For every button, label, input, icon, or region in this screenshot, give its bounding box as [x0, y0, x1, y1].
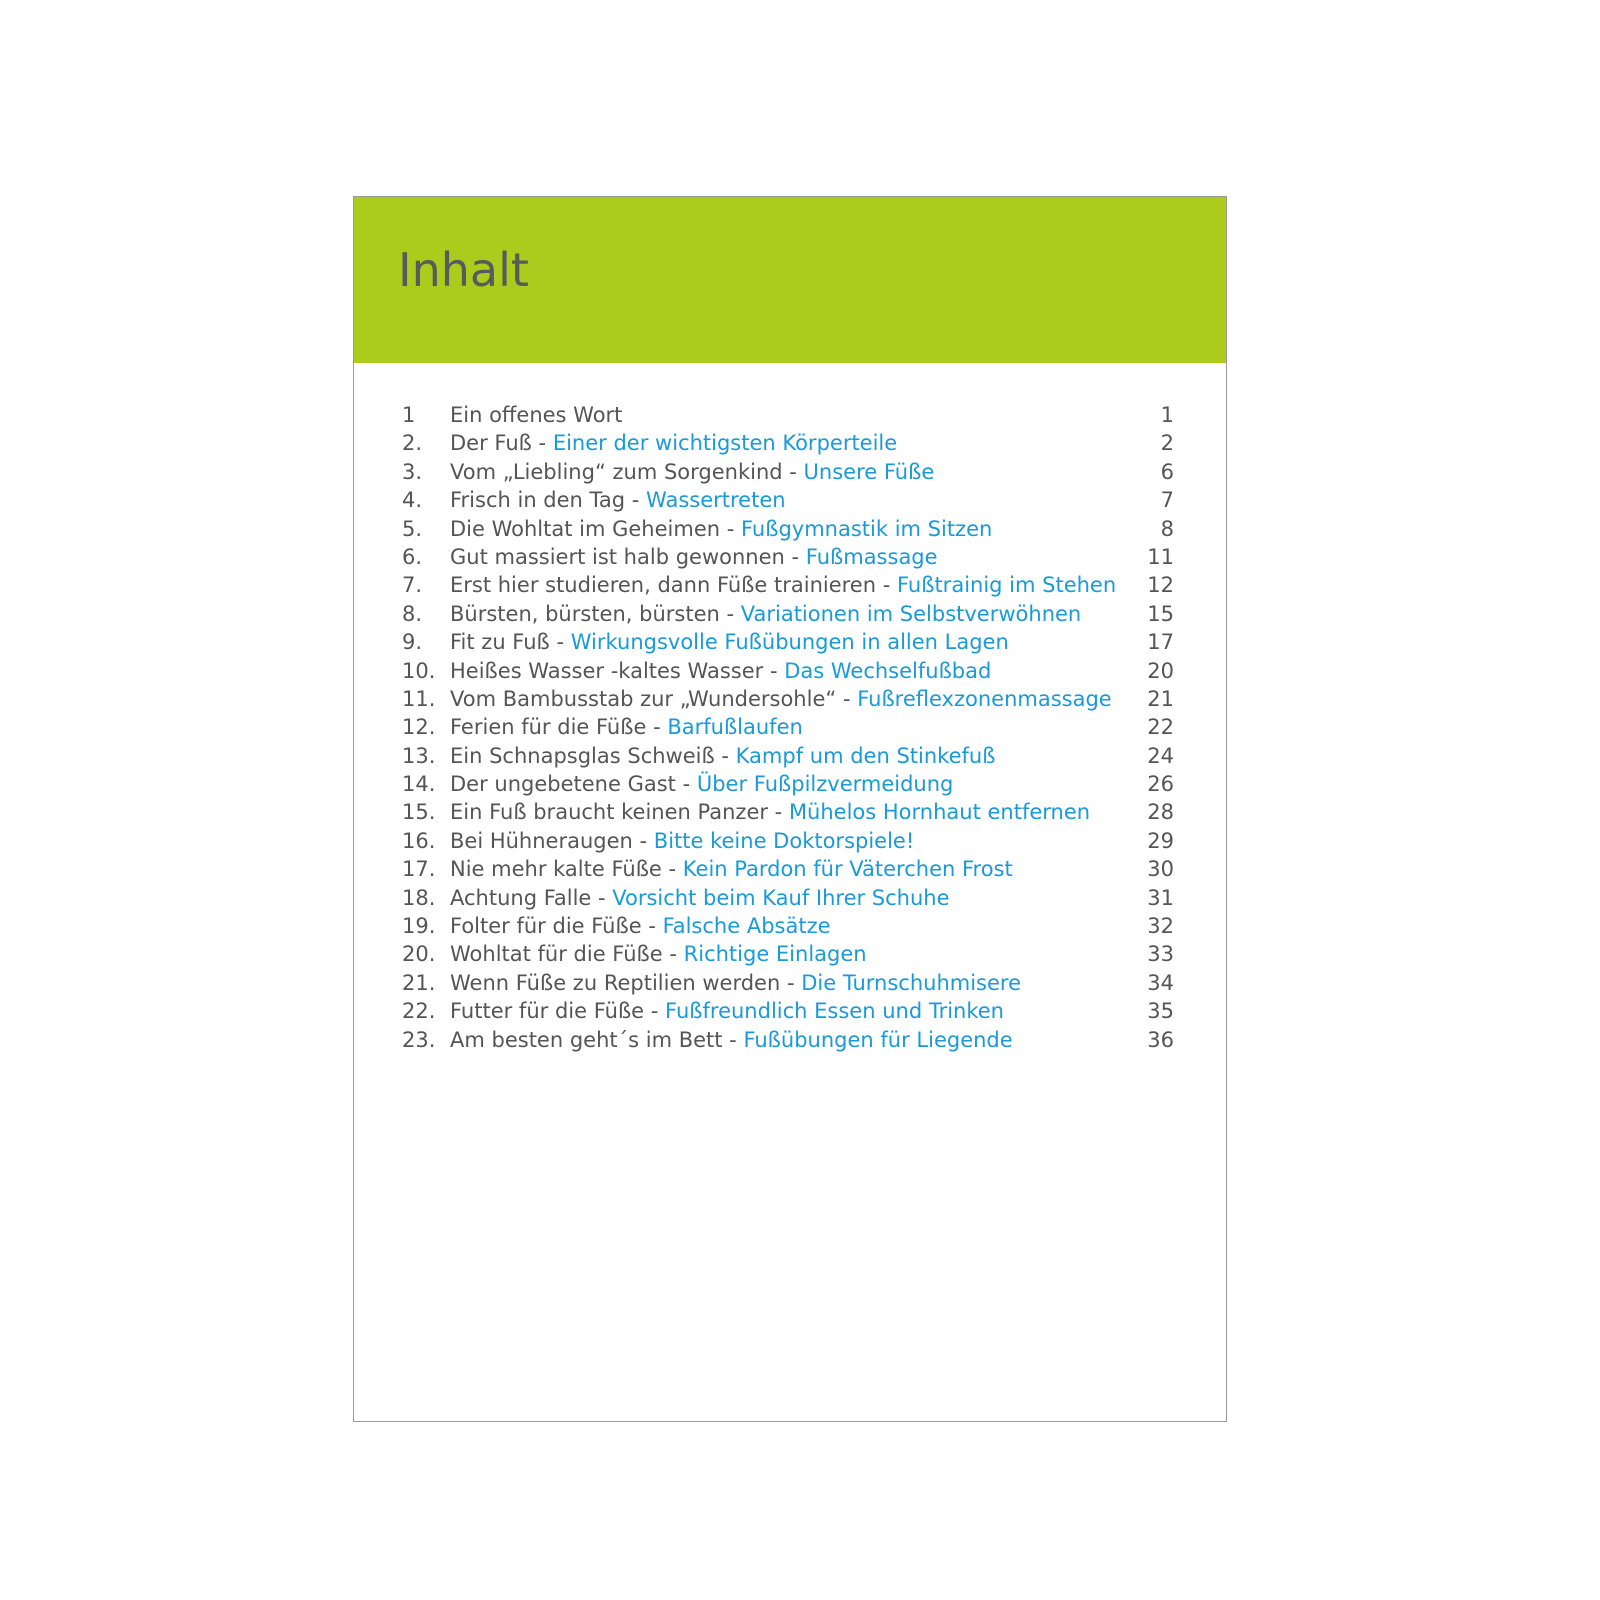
toc-entry-page-number: 28 [1147, 800, 1174, 825]
toc-entry-title: Bürsten, bürsten, bürsten [450, 601, 720, 626]
toc-entry-text [450, 685, 1112, 713]
toc-entry-subtitle-link[interactable]: Wirkungsvolle Fußübungen in allen Lagen [570, 630, 1009, 655]
toc-entry-text [450, 571, 1116, 599]
toc-entry-page-number: 29 [1147, 828, 1174, 853]
page-title: Inhalt [398, 243, 529, 297]
toc-entry-text [450, 515, 992, 543]
toc-entry-title: Frisch in den Tag [450, 488, 626, 513]
toc-entry-number: 20. [402, 942, 436, 967]
toc-entry-subtitle-link[interactable]: Kampf um den Stinkefuß [735, 743, 996, 768]
toc-entry-subtitle-link[interactable]: Fußtrainig im Stehen [896, 573, 1117, 598]
toc-entry-separator: - [768, 800, 789, 825]
toc-entry-page-number: 30 [1147, 857, 1174, 882]
toc-entry-separator: - [632, 828, 654, 853]
toc-entry-text [450, 855, 1013, 883]
toc-entry-subtitle-link[interactable]: Falsche Absätze [662, 914, 831, 939]
toc-entry-title: Ferien für die Füße [450, 715, 647, 740]
toc-entry-number: 3. [402, 459, 423, 484]
toc-entry-number: 23. [402, 1027, 436, 1052]
toc-entry-page-number: 34 [1147, 970, 1174, 995]
toc-entry-page-number: 36 [1147, 1027, 1174, 1052]
toc-entry-title: Heißes Wasser -kaltes Wasser [450, 658, 764, 683]
toc-entry-title: Vom „Liebling“ zum Sorgenkind [450, 459, 783, 484]
toc-entry-text [450, 401, 622, 429]
toc-entry-separator: - [662, 942, 684, 967]
toc-entry-number: 21. [402, 970, 436, 995]
toc-entry-page-number: 11 [1147, 544, 1174, 569]
toc-entry[interactable] [402, 969, 1174, 997]
toc-entry-text [450, 657, 991, 685]
toc-entry-text [450, 628, 1009, 656]
toc-entry-text [450, 912, 831, 940]
toc-entry-subtitle-link[interactable]: Vorsicht beim Kauf Ihrer Schuhe [612, 885, 950, 910]
toc-entry-separator: - [641, 914, 663, 939]
toc-entry-subtitle-link[interactable]: Mühelos Hornhaut entfernen [788, 800, 1091, 825]
toc-entry-title: Folter für die Füße [450, 914, 642, 939]
toc-entry-page-number: 7 [1160, 488, 1174, 513]
toc-entry[interactable] [402, 401, 1174, 429]
document-page [353, 196, 1227, 1422]
toc-entry-title: Fit zu Fuß [450, 630, 550, 655]
toc-entry[interactable] [402, 997, 1174, 1025]
toc-entry-separator: - [763, 658, 785, 683]
toc-entry-page-number: 31 [1147, 885, 1174, 910]
toc-entry-separator: - [722, 1027, 744, 1052]
toc-entry-separator: - [782, 459, 804, 484]
toc-entry-text [450, 429, 897, 457]
toc-entry[interactable] [402, 543, 1174, 571]
toc-entry-subtitle-link[interactable]: Bitte keine Doktorspiele! [653, 828, 915, 853]
toc-entry-page-number: 32 [1147, 914, 1174, 939]
toc-entry-number: 22. [402, 999, 436, 1024]
toc-entry-subtitle-link[interactable]: Fußfreundlich Essen und Trinken [665, 999, 1004, 1024]
toc-entry-text [450, 486, 786, 514]
toc-entry-text [450, 884, 950, 912]
toc-entry-page-number: 1 [1160, 403, 1174, 427]
toc-entry[interactable] [402, 571, 1174, 599]
toc-entry-separator: - [625, 488, 647, 513]
toc-entry[interactable] [402, 486, 1174, 514]
toc-entry[interactable] [402, 855, 1174, 883]
toc-entry[interactable] [402, 884, 1174, 912]
toc-entry-title: Wenn Füße zu Reptilien werden [450, 970, 781, 995]
toc-entry-number: 1 [402, 403, 416, 427]
toc-entry-title: Bei Hühneraugen [450, 828, 633, 853]
toc-entry-separator: - [661, 857, 683, 882]
toc-entry-number: 17. [402, 857, 436, 882]
toc-entry-subtitle-link[interactable]: Barfußlaufen [667, 715, 803, 740]
toc-entry-title: Vom Bambusstab zur „Wundersohle“ [450, 686, 837, 711]
toc-entry-text [450, 742, 995, 770]
toc-entry-page-number: 20 [1147, 658, 1174, 683]
toc-entry[interactable] [402, 713, 1174, 741]
toc-entry-subtitle-link[interactable]: Variationen im Selbstverwöhnen [740, 601, 1082, 626]
toc-entry-page-number: 35 [1147, 999, 1174, 1024]
toc-entry-subtitle-link[interactable]: Das Wechselfußbad [784, 658, 992, 683]
toc-entry-number: 16. [402, 828, 436, 853]
toc-entry[interactable] [402, 827, 1174, 855]
toc-entry-subtitle-link[interactable]: Fußreflexzonenmassage [857, 686, 1112, 711]
toc-entry[interactable] [402, 685, 1174, 713]
toc-entry-separator: - [876, 573, 897, 598]
header-band [354, 197, 1226, 363]
toc-entry-page-number: 17 [1147, 630, 1174, 655]
toc-entry-subtitle-link[interactable]: Die Turnschuhmisere [801, 970, 1022, 995]
toc-entry[interactable] [402, 458, 1174, 486]
toc-entry-separator: - [719, 601, 741, 626]
toc-entry-number: 13. [402, 743, 436, 768]
toc-entry-text [450, 770, 953, 798]
toc-entry-text [450, 543, 938, 571]
toc-entry-subtitle-link[interactable]: Über Fußpilzvermeidung [696, 772, 954, 797]
toc-entry[interactable] [402, 515, 1174, 543]
toc-entry-subtitle-link[interactable]: Fußgymnastik im Sitzen [740, 516, 993, 541]
toc-entry-separator: - [720, 516, 741, 541]
toc-entry-text [450, 600, 1081, 628]
toc-entry-page-number: 8 [1160, 516, 1174, 541]
toc-entry[interactable] [402, 798, 1174, 826]
toc-entry-title: Futter für die Füße [450, 999, 645, 1024]
toc-entry-subtitle-link[interactable]: Unsere Füße [803, 459, 935, 484]
toc-entry-title: Der ungebetene Gast [450, 772, 676, 797]
toc-entry-number: 2. [402, 431, 423, 456]
toc-entry-text [450, 798, 1090, 826]
toc-entry-text [450, 969, 1021, 997]
toc-entry-separator: - [531, 431, 553, 456]
toc-entry-number: 6. [402, 544, 423, 569]
toc-entry-subtitle-link[interactable]: Fußmassage [805, 544, 938, 569]
toc-entry-text [450, 940, 867, 968]
toc-entry-separator: - [675, 772, 697, 797]
toc-entry-number: 12. [402, 715, 436, 740]
toc-entry[interactable] [402, 429, 1174, 457]
toc-entry-page-number: 15 [1147, 601, 1174, 626]
toc-entry-page-number: 2 [1160, 431, 1174, 456]
toc-entry-number: 4. [402, 488, 423, 513]
toc-entry-title: Nie mehr kalte Füße [450, 857, 662, 882]
toc-entry-title: Gut massiert ist halb gewonnen [450, 544, 785, 569]
toc-entry-text [450, 713, 803, 741]
toc-entry-subtitle-link[interactable]: Wassertreten [646, 488, 786, 513]
toc-entry-number: 15. [402, 800, 436, 825]
toc-entry-number: 5. [402, 516, 423, 541]
toc-entry-page-number: 26 [1147, 772, 1174, 797]
toc-entry-separator: - [591, 885, 613, 910]
toc-entry[interactable] [402, 940, 1174, 968]
toc-entry-separator: - [784, 544, 806, 569]
toc-entry-number: 14. [402, 772, 436, 797]
toc-entry-text [450, 827, 914, 855]
toc-entry-title: Erst hier studieren, dann Füße trainieren [450, 573, 877, 598]
toc-entry-separator: - [780, 970, 802, 995]
toc-entry[interactable] [402, 600, 1174, 628]
toc-entry-page-number: 22 [1147, 715, 1174, 740]
toc-entry-number: 9. [402, 630, 423, 655]
toc-entry-number: 7. [402, 573, 423, 598]
toc-entry-subtitle-link[interactable]: Einer der wichtigsten Körperteile [552, 431, 898, 456]
toc-entry-title: Ein Fuß braucht keinen Panzer [450, 800, 768, 825]
toc-entry[interactable] [402, 742, 1174, 770]
toc-entry-number: 18. [402, 885, 436, 910]
toc-entry-title: Der Fuß [450, 431, 532, 456]
toc-entry-subtitle-link[interactable]: Kein Pardon für Väterchen Frost [682, 857, 1013, 882]
toc-entry[interactable] [402, 912, 1174, 940]
toc-entry-page-number: 12 [1147, 573, 1174, 598]
toc-entry-number: 8. [402, 601, 423, 626]
toc-entry-text [450, 997, 1004, 1025]
toc-entry[interactable] [402, 657, 1174, 685]
toc-entry-title: Ein Schnapsglas Schweiß [450, 743, 715, 768]
toc-entry-separator: - [714, 743, 736, 768]
toc-entry-text [450, 1026, 1013, 1054]
toc-entry[interactable] [402, 1026, 1174, 1054]
toc-entry-number: 19. [402, 914, 436, 939]
table-of-contents [402, 401, 1174, 1054]
toc-entry-title: Ein offenes Wort [450, 403, 623, 427]
toc-entry-separator: - [646, 715, 668, 740]
toc-entry-subtitle-link[interactable]: Richtige Einlagen [683, 942, 867, 967]
toc-entry-number: 10. [402, 658, 436, 683]
toc-entry-separator: - [836, 686, 858, 711]
toc-entry-page-number: 24 [1147, 743, 1174, 768]
toc-entry-number: 11. [402, 686, 436, 711]
toc-entry[interactable] [402, 770, 1174, 798]
toc-entry-title: Achtung Falle [450, 885, 592, 910]
toc-entry-subtitle-link[interactable]: Fußübungen für Liegende [743, 1027, 1013, 1052]
toc-entry-separator: - [549, 630, 571, 655]
toc-entry-page-number: 33 [1147, 942, 1174, 967]
toc-entry[interactable] [402, 628, 1174, 656]
toc-entry-title: Am besten geht´s im Bett [450, 1027, 723, 1052]
toc-entry-title: Die Wohltat im Geheimen [450, 516, 721, 541]
toc-entry-page-number: 21 [1147, 686, 1174, 711]
toc-entry-page-number: 6 [1160, 459, 1174, 484]
toc-entry-text [450, 458, 934, 486]
toc-entry-separator: - [644, 999, 666, 1024]
toc-entry-title: Wohltat für die Füße [450, 942, 663, 967]
